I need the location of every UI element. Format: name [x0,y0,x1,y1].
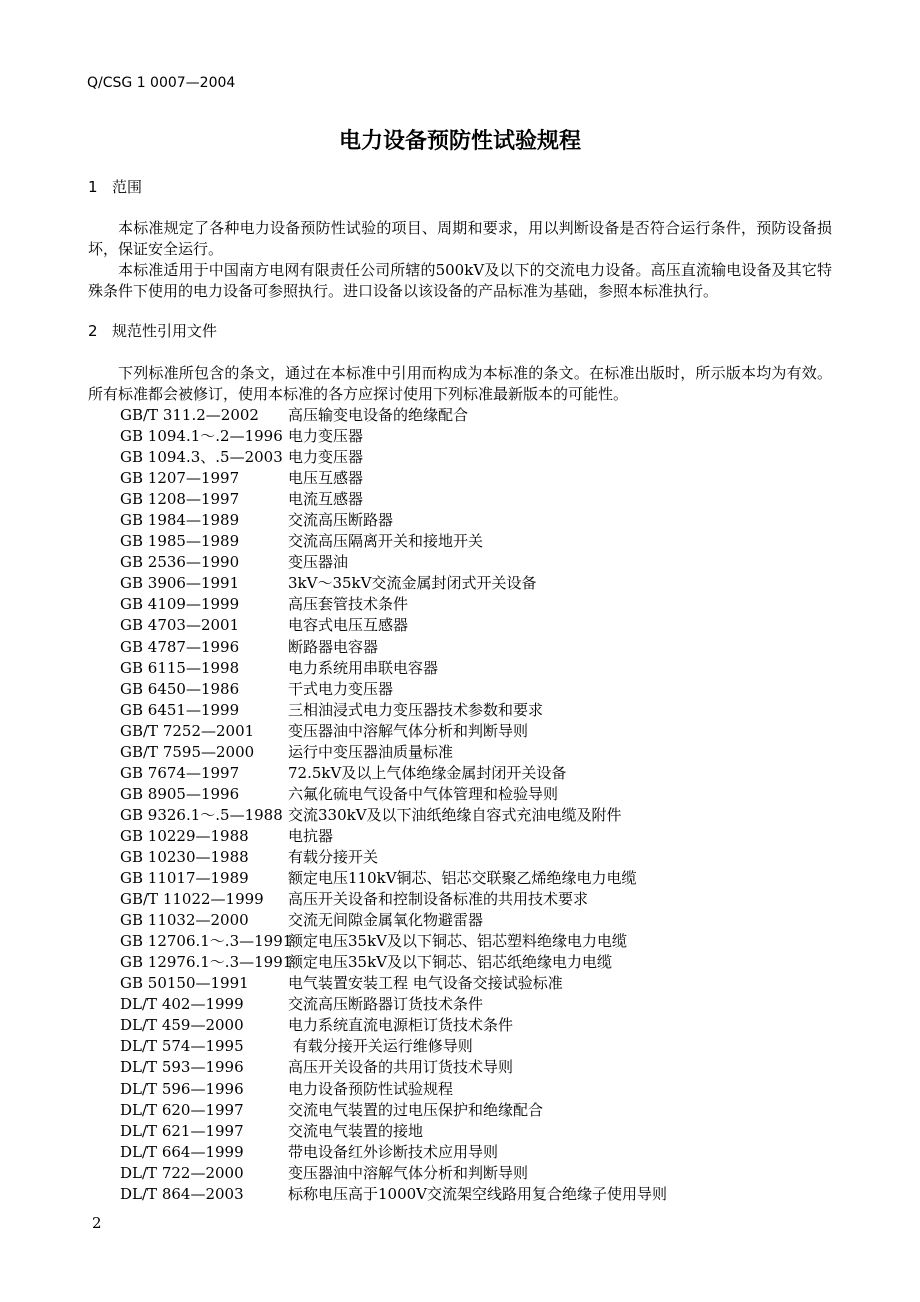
reference-item [120,889,667,910]
reference-item [120,910,667,931]
reference-item [120,784,667,805]
reference-item [120,594,667,615]
section-2-title: 规范性引用文件 [112,322,218,340]
page-number: 2 [92,1214,102,1232]
reference-code: GB 8905—1996 [120,784,240,803]
reference-title: 电流互感器 [288,490,364,509]
reference-code: GB 7674—1997 [120,763,240,782]
reference-list [120,405,667,1205]
reference-item [120,1142,667,1163]
reference-code: DL/T 620—1997 [120,1100,244,1119]
reference-code: GB 1984—1989 [120,511,240,530]
reference-title: 额定电压35kV及以下铜芯、铝芯塑料绝缘电力电缆 [288,932,628,951]
reference-title: 电气装置安装工程 电气设备交接试验标准 [288,974,563,993]
reference-item [120,805,667,826]
reference-code: GB 4703—2001 [120,616,240,635]
reference-item [120,1100,667,1121]
reference-item [120,700,667,721]
reference-title: 高压开关设备和控制设备标准的共用技术要求 [288,890,589,909]
reference-item [120,1079,667,1100]
reference-code: GB 11017—1989 [120,869,249,888]
section-2-paragraph-1: 下列标准所包含的条文，通过在本标准中引用而构成为本标准的条文。在标准出版时，所示版本均为有效。所有标准都会被修订，使用本标准的各方应探讨使用下列标准最新版本的可能性。 [88,364,832,403]
reference-code: DL/T 593—1996 [120,1058,244,1077]
reference-item [120,1163,667,1184]
reference-title: 电容式电压互感器 [288,616,409,635]
reference-title: 额定电压35kV及以下铜芯、铝芯纸绝缘电力电缆 [288,953,613,972]
reference-title: 交流电气装置的接地 [288,1121,424,1140]
reference-item [120,447,667,468]
reference-code: DL/T 722—2000 [120,1163,244,1182]
reference-code: GB 1208—1997 [120,490,240,509]
reference-title: 交流高压隔离开关和接地开关 [288,532,484,551]
reference-code: GB 6115—1998 [120,658,240,677]
reference-code: GB 9326.1～.5—1988 [120,805,283,824]
document-title: 电力设备预防性试验规程 [338,129,581,154]
reference-item [120,742,667,763]
reference-title: 运行中变压器油质量标准 [288,742,454,761]
reference-code: GB 4109—1999 [120,595,240,614]
reference-code: GB 2536—1990 [120,553,240,572]
reference-code: GB 12976.1～.3—1991 [120,953,293,972]
reference-title: 交流高压断路器订货技术条件 [288,995,484,1014]
reference-item [120,868,667,889]
reference-item [120,994,667,1015]
reference-item [120,1057,667,1078]
reference-item [120,1036,667,1057]
reference-title: 高压开关设备的共用订货技术导则 [288,1058,514,1077]
reference-title: 72.5kV及以上气体绝缘金属封闭开关设备 [288,763,567,782]
reference-item [120,973,667,994]
reference-title: 电力变压器 [288,448,364,467]
reference-item [120,763,667,784]
reference-item [120,1121,667,1142]
reference-item [120,952,667,973]
reference-item [120,721,667,742]
reference-title: 额定电压110kV铜芯、铝芯交联聚乙烯绝缘电力电缆 [288,869,637,888]
reference-code: DL/T 621—1997 [120,1121,244,1140]
reference-code: GB 1094.1～.2—1996 [120,427,283,446]
reference-title: 电力系统直流电源柜订货技术条件 [288,1016,514,1035]
reference-item [120,468,667,489]
reference-code: GB 10229—1988 [120,826,249,845]
reference-item [120,637,667,658]
reference-title: 有载分接开关 [288,847,379,866]
reference-title: 电力变压器 [288,427,364,446]
reference-item [120,658,667,679]
reference-title: 带电设备红外诊断技术应用导则 [288,1142,499,1161]
reference-code: GB 1985—1989 [120,532,240,551]
reference-item [120,679,667,700]
section-1-number: 1 [88,178,98,196]
reference-code: GB 1207—1997 [120,469,240,488]
reference-title: 干式电力变压器 [288,679,394,698]
reference-code: GB 6451—1999 [120,700,240,719]
reference-code: GB/T 11022—1999 [120,890,264,909]
reference-title: 六氟化硫电气设备中气体管理和检验导则 [288,784,559,803]
reference-code: GB/T 7595—2000 [120,742,255,761]
reference-title: 交流无间隙金属氧化物避雷器 [288,911,484,930]
reference-item [120,552,667,573]
reference-item [120,1184,667,1205]
reference-code: DL/T 864—2003 [120,1184,244,1203]
reference-item [120,1015,667,1036]
reference-title: 变压器油中溶解气体分析和判断导则 [288,721,529,740]
reference-title: 交流330kV及以下油纸绝缘自容式充油电缆及附件 [288,805,622,824]
reference-item [120,426,667,447]
section-1-title: 范围 [112,178,143,196]
reference-item [120,847,667,868]
reference-code: GB 50150—1991 [120,974,249,993]
reference-code: GB 1094.3、.5—2003 [120,448,283,467]
reference-title: 高压套管技术条件 [288,595,409,614]
reference-item [120,573,667,594]
reference-title: 有载分接开关运行维修导则 [288,1037,473,1056]
reference-title: 3kV～35kV交流金属封闭式开关设备 [288,574,537,593]
reference-code: DL/T 574—1995 [120,1037,244,1056]
document-code: Q/CSG 1 0007—2004 [87,75,236,91]
reference-code: GB/T 7252—2001 [120,721,255,740]
reference-code: GB 11032—2000 [120,911,249,930]
section-2-number: 2 [88,322,98,340]
section-1-paragraph-1: 本标准规定了各种电力设备预防性试验的项目、周期和要求，用以判断设备是否符合运行条件，预防设备损坏，保证安全运行。 [88,219,832,258]
reference-title: 断路器电容器 [288,637,379,656]
reference-title: 电力设备预防性试验规程 [288,1079,454,1098]
reference-title: 三相油浸式电力变压器技术参数和要求 [288,700,544,719]
reference-title: 高压输变电设备的绝缘配合 [288,406,469,424]
reference-code: GB 4787—1996 [120,637,240,656]
reference-code: GB 3906—1991 [120,574,240,593]
reference-item [120,510,667,531]
reference-item [120,931,667,952]
reference-title: 变压器油 [288,553,349,572]
reference-code: DL/T 459—2000 [120,1016,244,1035]
reference-item [120,531,667,552]
reference-item [120,489,667,510]
reference-title: 标称电压高于1000V交流架空线路用复合绝缘子使用导则 [288,1184,668,1203]
section-1-paragraph-2: 本标准适用于中国南方电网有限责任公司所辖的500kV及以下的交流电力设备。高压直流输电设备及其它特殊条件下使用的电力设备可参照执行。进口设备以该设备的产品标准为基础，参照本标准执行。 [88,261,832,300]
section-1-heading [88,177,142,197]
reference-item [120,826,667,847]
reference-item [120,405,667,426]
section-2-heading [88,321,217,341]
reference-title: 电压互感器 [288,469,364,488]
reference-code: GB/T 311.2—2002 [120,406,259,424]
reference-title: 电力系统用串联电容器 [288,658,439,677]
reference-title: 变压器油中溶解气体分析和判断导则 [288,1163,529,1182]
reference-title: 交流高压断路器 [288,511,394,530]
reference-code: DL/T 402—1999 [120,995,244,1014]
reference-code: DL/T 596—1996 [120,1079,244,1098]
reference-title: 电抗器 [288,826,334,845]
reference-code: GB 10230—1988 [120,847,249,866]
reference-code: GB 12706.1～.3—1991 [120,932,293,951]
reference-code: GB 6450—1986 [120,679,240,698]
reference-title: 交流电气装置的过电压保护和绝缘配合 [288,1100,544,1119]
reference-item [120,615,667,636]
reference-code: DL/T 664—1999 [120,1142,244,1161]
